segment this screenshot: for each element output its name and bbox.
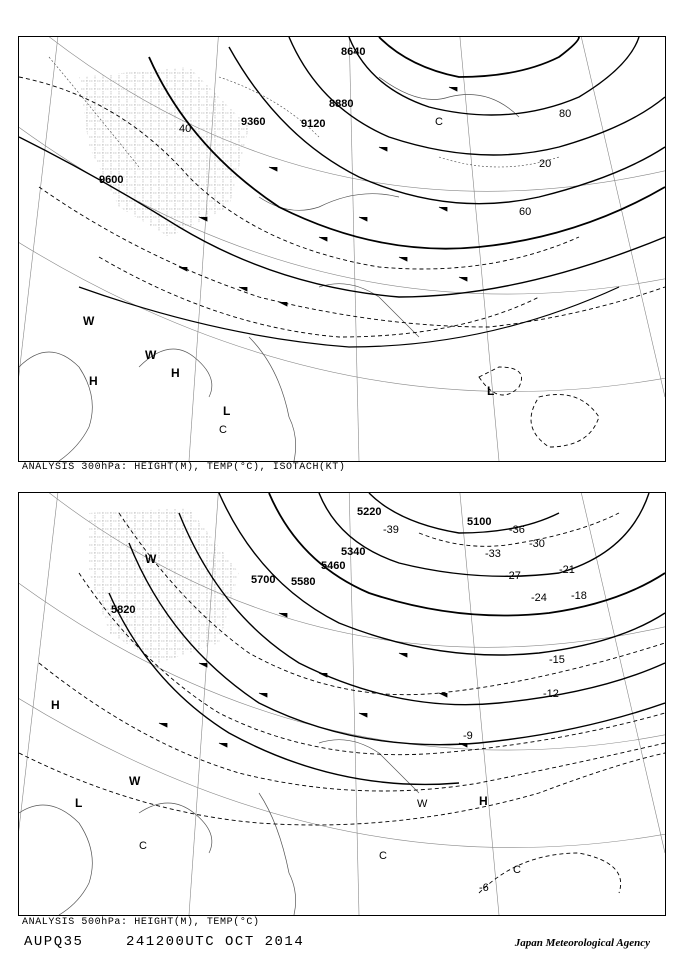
chart-300hpa xyxy=(18,36,666,462)
height-label-5700: 5700 xyxy=(251,574,276,586)
system-marker: L xyxy=(75,796,83,810)
system-marker: L xyxy=(223,404,231,418)
isotherm-label: -21 xyxy=(559,564,575,576)
isotach-label-60: 60 xyxy=(519,206,532,218)
system-marker: W xyxy=(129,774,141,788)
system-marker: W xyxy=(145,552,157,566)
height-label-9120: 9120 xyxy=(301,118,326,130)
mountain-mask xyxy=(79,67,249,237)
agency-credit: Japan Meteorological Agency xyxy=(514,937,650,949)
isotherm-labels xyxy=(383,524,587,894)
isotherm-label: -27 xyxy=(505,570,521,582)
isotherm-label: -24 xyxy=(531,592,547,604)
chart-500hpa xyxy=(18,492,666,916)
system-marker: W xyxy=(417,798,428,810)
height-label-5820: 5820 xyxy=(111,604,136,616)
height-label-9600: 9600 xyxy=(99,174,124,186)
system-marker: H xyxy=(89,374,98,388)
coastlines xyxy=(19,740,419,915)
isotherm-label: -30 xyxy=(529,538,545,550)
mountain-mask xyxy=(89,508,239,663)
chart-code: AUPQ35 xyxy=(24,934,84,950)
system-marker: L xyxy=(487,384,495,398)
isotherm-label: -15 xyxy=(549,654,565,666)
caption-500hpa: ANALYSIS 500hPa: HEIGHT(M), TEMP(°C) xyxy=(22,917,260,928)
map-300hpa xyxy=(19,37,665,461)
valid-time: 241200UTC OCT 2014 xyxy=(126,934,305,950)
height-label-5220: 5220 xyxy=(357,506,382,518)
height-label-9360: 9360 xyxy=(241,116,266,128)
isotherm-label: -12 xyxy=(543,688,559,700)
system-marker: C xyxy=(435,116,443,128)
height-label-5100: 5100 xyxy=(467,516,492,528)
isotach-label-80: 80 xyxy=(559,108,572,120)
isotach-label-40: 40 xyxy=(179,123,192,135)
system-marker: C xyxy=(513,864,521,876)
height-label-5460: 5460 xyxy=(321,560,346,572)
isotherm-label: -6 xyxy=(479,882,489,894)
height-label-8640: 8640 xyxy=(341,46,366,58)
map-500hpa xyxy=(19,493,665,915)
height-label-5580: 5580 xyxy=(291,576,316,588)
isotherm-label: -33 xyxy=(485,548,501,560)
system-marker: H xyxy=(171,366,180,380)
isotherm-label: -9 xyxy=(463,730,473,742)
isotherm-label: -18 xyxy=(571,590,587,602)
system-marker: C xyxy=(379,850,387,862)
isotherm-label: -39 xyxy=(383,524,399,536)
system-marker: H xyxy=(479,794,488,808)
system-marker: C xyxy=(219,424,227,436)
system-marker: W xyxy=(145,348,157,362)
system-marker: C xyxy=(139,840,147,852)
height-label-8880: 8880 xyxy=(329,98,354,110)
system-marker: H xyxy=(51,698,60,712)
caption-300hpa: ANALYSIS 300hPa: HEIGHT(M), TEMP(°C), ISOTACH(KT) xyxy=(22,462,346,473)
isotherm-label: -36 xyxy=(509,524,525,536)
height-label-5340: 5340 xyxy=(341,546,366,558)
isotach-label-20: 20 xyxy=(539,158,552,170)
system-marker: W xyxy=(83,314,95,328)
